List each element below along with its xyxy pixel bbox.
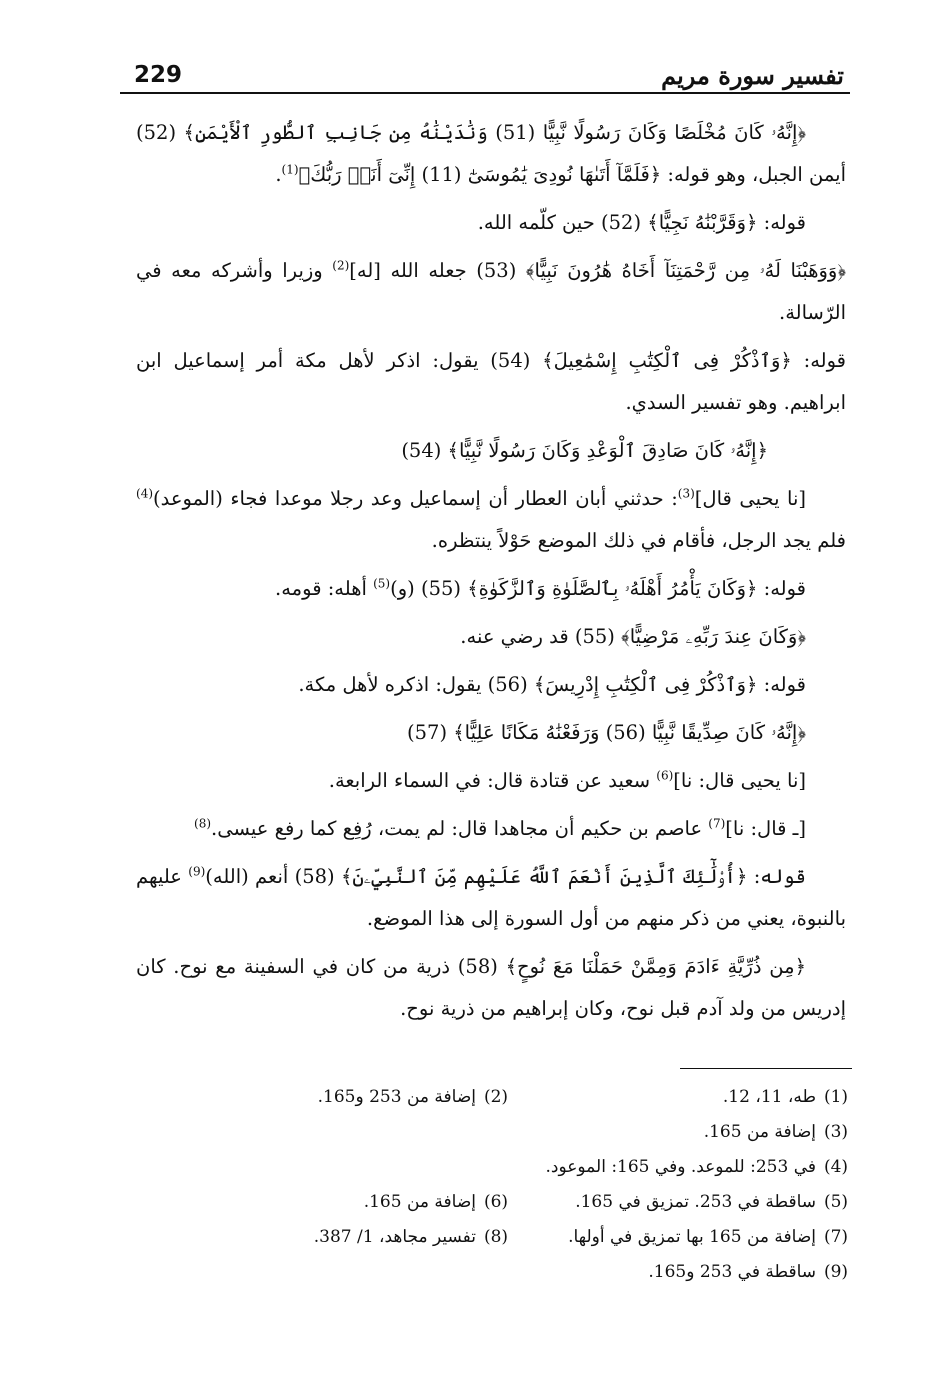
footnote-number: (5): [823, 1192, 849, 1212]
footnote-text: إضافة من 165.: [363, 1192, 476, 1212]
footnote-item: [516, 1185, 856, 1220]
footnote-row: [160, 1255, 856, 1290]
footnote-ref: (2): [332, 258, 350, 273]
footnote-text: إضافة من 165.: [703, 1122, 816, 1142]
paragraph-12: [136, 808, 846, 850]
footnotes: [160, 1080, 856, 1290]
paragraph-text: أهله: قومه.: [275, 577, 374, 600]
paragraph-text: ﴿إِنَّهُۥ كَانَ مُخْلَصًا وَكَانَ رَسُولًا نَّبِيًّا (51) وَنَٰدَيْنَٰهُ مِن جَانِبِ ٱلطُّورِ ٱلْأَيْمَنِ﴾ (52) أيمن الجبل، وهو قوله: ﴿فَلَمَّآ أَتَىٰهَا نُودِىَ يَٰمُوسَىٰٓ (11) إِنِّىٓ أَنَا۠ رَبُّكَ﴾: [136, 121, 846, 186]
footnote-number: (4): [823, 1157, 849, 1177]
footnote-number: (2): [483, 1087, 509, 1107]
paragraph-text: .: [275, 163, 282, 186]
footnote-text: إضافة من 165 بها تمزيق في أولها.: [568, 1227, 816, 1247]
footnote-item: [516, 1080, 856, 1115]
paragraph-text: فلم يجد الرجل، فأقام في ذلك الموضع حَوْلاً ينتظره.: [431, 529, 846, 552]
footnote-ref: (8): [194, 816, 212, 831]
footnote-ref: (6): [656, 768, 674, 783]
page-header: [120, 56, 850, 94]
footnote-number: (7): [823, 1227, 849, 1247]
footnote-item: [704, 1115, 856, 1150]
footnote-ref: (1): [281, 162, 299, 177]
paragraph-text: قوله: ﴿وَكَانَ يَأْمُرُ أَهْلَهُۥ بِٱلصَّلَوٰةِ وَٱلزَّكَوٰةِ﴾ (55) (و): [390, 577, 806, 600]
footnote-divider: [680, 1068, 852, 1069]
paragraph-9: قوله: ﴿وَٱذْكُرْ فِى ٱلْكِتَٰبِ إِدْرِيسَ﴾ (56) يقول: اذكره لأهل مكة.: [298, 673, 806, 696]
footnote-text: ساقطة في 253. تمزيق في 165.: [575, 1192, 816, 1212]
footnote-ref: (7): [708, 816, 726, 831]
footnote-row: [160, 1150, 856, 1185]
footnote-row: [160, 1080, 856, 1115]
footnote-number: (1): [823, 1087, 849, 1107]
paragraph-10: ﴿إِنَّهُۥ كَانَ صِدِّيقًا نَّبِيًّا (56) وَرَفَعْنَٰهُ مَكَانًا عَلِيًّا﴾ (57): [407, 721, 806, 744]
paragraph-3: [136, 250, 846, 334]
paragraph-text: قوله: ﴿أُو۟لَٰٓئِكَ ٱلَّذِينَ أَنْعَمَ ٱللَّهُ عَلَيْهِم مِّنَ ٱلنَّبِيِّۦنَ﴾ (58) أنعم (الله): [205, 865, 806, 888]
paragraph-4: قوله: ﴿وَٱذْكُرْ فِى ٱلْكِتَٰبِ إِسْمَٰعِيلَ﴾ (54) يقول: اذكر لأهل مكة أمر إسماعيل ابن ابراهيم. وهو تفسير السدي.: [136, 349, 847, 414]
footnote-item: [314, 1220, 516, 1255]
paragraph-2: قوله: ﴿وَقَرَّبْنَٰهُ نَجِيًّا﴾ (52) حين كلّمه الله.: [477, 211, 806, 234]
footnote-text: ساقطة في 253 و165.: [648, 1262, 816, 1282]
main-text: [136, 112, 846, 1036]
footnote-text: في 253: للموعد. وفي 165: الموعود.: [545, 1157, 816, 1177]
paragraph-6: [136, 478, 846, 562]
paragraph-text: [نا يحيى قال: نا]: [673, 769, 806, 792]
paragraph-text: : حدثني أبان العطار أن إسماعيل وعد رجلا موعدا فجاء (الموعد): [153, 487, 678, 510]
footnote-number: (8): [483, 1227, 509, 1247]
paragraph-14: ﴿مِن ذُرِّيَّةِ ءَادَمَ وَمِمَّنْ حَمَلْنَا مَعَ نُوحٍ﴾ (58) ذرية من كان في السفينة مع نوح. كان إدريس من ولد آدم قبل نوح، وكان إبراهيم من ذرية نوح.: [136, 955, 846, 1020]
footnote-item: [546, 1150, 857, 1185]
footnote-row: [160, 1220, 856, 1255]
footnote-text: طه، 11، 12.: [722, 1087, 816, 1107]
footnote-number: (6): [483, 1192, 509, 1212]
footnote-text: تفسير مجاهد، 1/ 387.: [313, 1227, 476, 1247]
footnote-row: [160, 1185, 856, 1220]
footnote-item: [364, 1185, 516, 1220]
paragraph-7: [136, 568, 846, 610]
footnote-item: [318, 1080, 516, 1115]
paragraph-text: عاصم بن حكيم أن مجاهدا قال: لم يمت، رُفِع كما رفع عيسى.: [211, 817, 709, 840]
paragraph-text: [نا يحيى قال]: [694, 487, 806, 510]
footnote-number: (9): [823, 1262, 849, 1282]
footnote-row: [160, 1115, 856, 1150]
paragraph-5: ﴿إِنَّهُۥ كَانَ صَادِقَ ٱلْوَعْدِ وَكَانَ رَسُولًا نَّبِيًّا﴾ (54): [401, 439, 768, 462]
page-number: 229: [134, 62, 183, 88]
footnote-item: [648, 1255, 856, 1290]
paragraph-text: عليهم بالنبوة، يعني من ذكر منهم من أول السورة إلى هذا الموضع.: [136, 865, 846, 930]
footnote-item: [516, 1220, 856, 1255]
paragraph-text: [ـ قال: نا]: [725, 817, 806, 840]
paragraph-text: وزيرا وأشركه معه في الرّسالة.: [136, 259, 846, 324]
footnote-ref: (9): [188, 864, 206, 879]
paragraph-8: ﴿وَكَانَ عِندَ رَبِّهِۦ مَرْضِيًّا﴾ (55) قد رضي عنه.: [460, 625, 806, 648]
paragraph-text: سعيد عن قتادة قال: في السماء الرابعة.: [328, 769, 657, 792]
paragraph-1: [136, 112, 846, 196]
footnote-ref: (5): [373, 576, 391, 591]
paragraph-text: ﴿وَوَهَبْنَا لَهُۥ مِن رَّحْمَتِنَآ أَخَاهُ هَٰرُونَ نَبِيًّا﴾ (53) جعله الله [له]: [349, 259, 846, 282]
footnote-number: (3): [823, 1122, 849, 1142]
running-title: تفسير سورة مريم: [661, 61, 844, 90]
footnote-ref: (4): [136, 486, 154, 501]
paragraph-13: [136, 856, 846, 940]
paragraph-11: [136, 760, 846, 802]
footnote-text: إضافة من 253 و165.: [317, 1087, 476, 1107]
footnote-ref: (3): [677, 486, 695, 501]
